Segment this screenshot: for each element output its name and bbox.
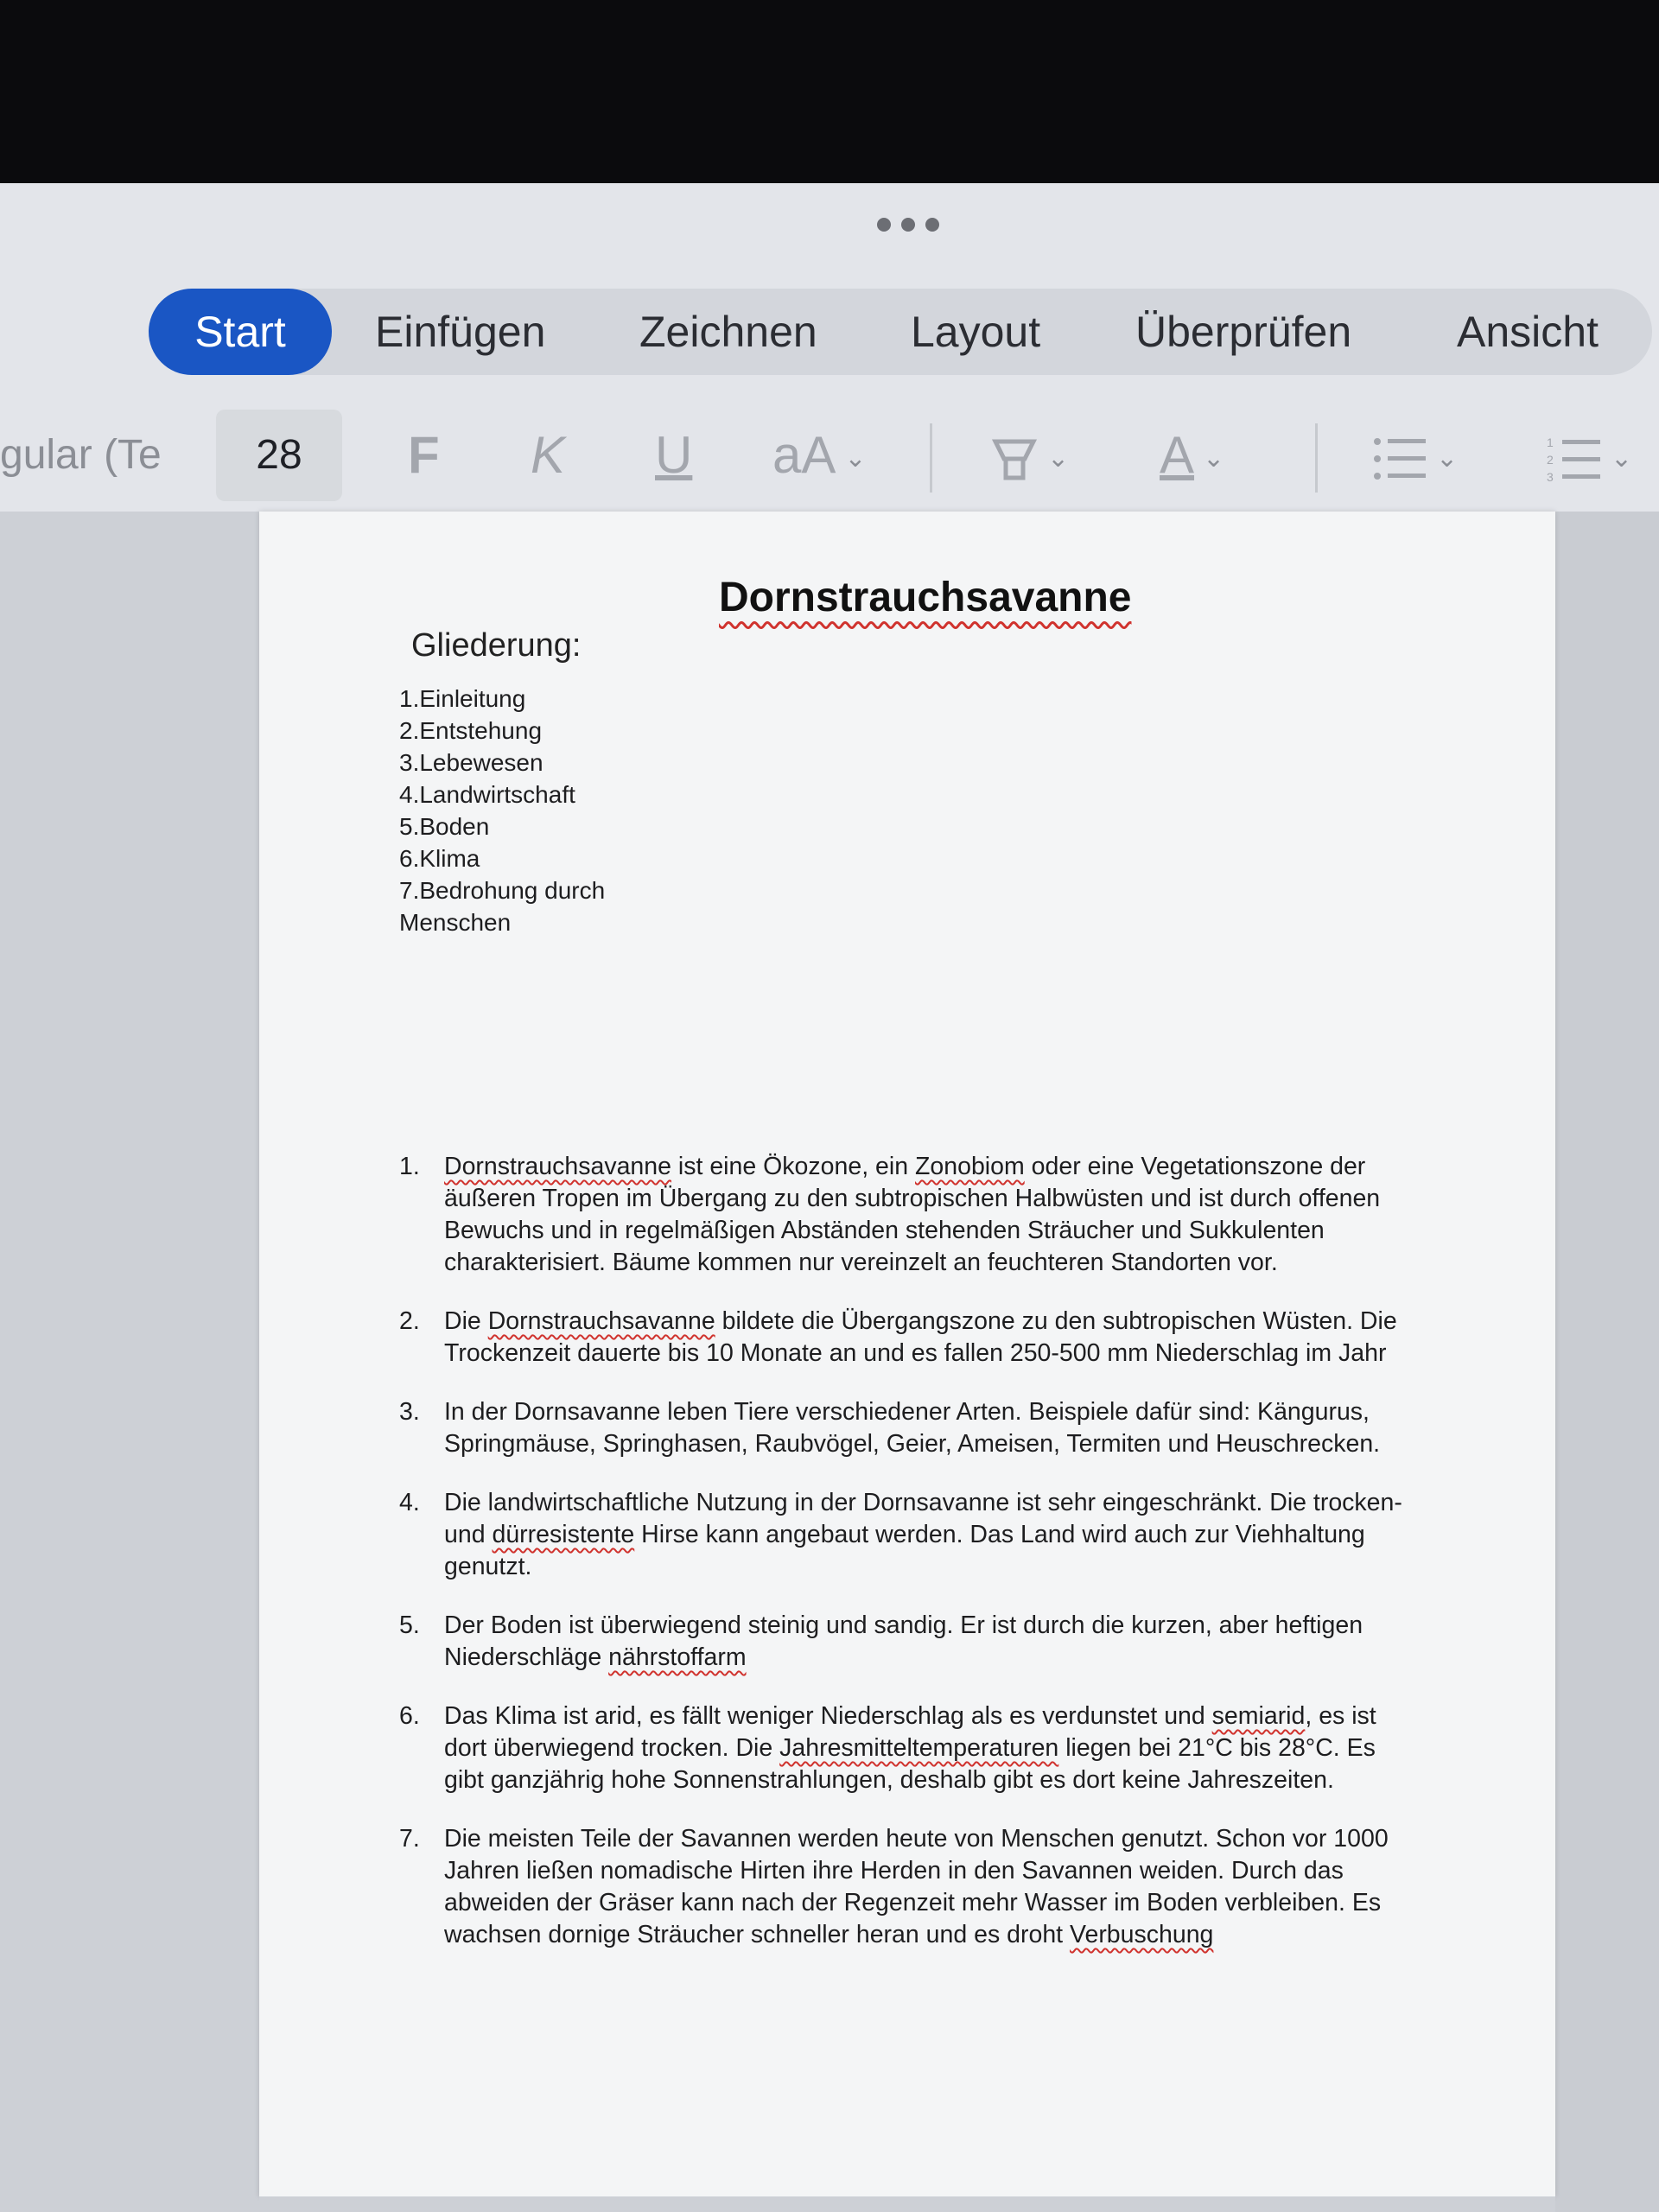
- misspelled-word: Jahresmitteltemperaturen: [779, 1734, 1059, 1762]
- chevron-down-icon: ⌄: [1436, 444, 1459, 474]
- highlight-button[interactable]: [990, 410, 1069, 501]
- misspelled-word: Zonobiom: [915, 1153, 1025, 1180]
- outline-item: 5.Boden: [399, 813, 490, 840]
- misspelled-word: Dornstrauchsavanne: [487, 1307, 715, 1335]
- text-size-label: aA: [772, 426, 836, 484]
- underline-button[interactable]: U: [655, 426, 693, 484]
- list-item: [399, 1396, 1419, 1460]
- font-size-field[interactable]: 28: [216, 410, 342, 501]
- list-text: [444, 1306, 1419, 1370]
- misspelled-word: nährstoffarm: [608, 1643, 747, 1671]
- chevron-down-icon: ⌄: [1203, 444, 1225, 474]
- misspelled-word: semiarid: [1211, 1702, 1306, 1730]
- text-run: In der Dornsavanne leben Tiere verschiedener Arten. Beispiele dafür sind: Kängurus, Springmäuse, Springhasen, Raubvögel, Geier, Ameisen, Termiten und Heuschrecken.: [444, 1398, 1381, 1458]
- list-item: [399, 1306, 1419, 1370]
- canvas-margin-left: [0, 512, 259, 2212]
- bullet-list-icon: [1372, 435, 1427, 483]
- italic-button[interactable]: K: [531, 426, 566, 484]
- font-name-field[interactable]: gular (Te: [0, 432, 162, 478]
- list-number: 4.: [399, 1489, 420, 1516]
- outline-item: Menschen: [399, 909, 512, 936]
- text-run: Die: [444, 1307, 488, 1335]
- list-number: 5.: [399, 1611, 420, 1639]
- document-title: Dornstrauchsavanne: [719, 575, 1132, 620]
- svg-text:3: 3: [1547, 470, 1554, 484]
- tab-ansicht[interactable]: Ansicht: [1457, 308, 1599, 356]
- misspelled-word: Dornstrauchsavanne: [444, 1153, 671, 1180]
- font-color-label: A: [1160, 426, 1195, 484]
- svg-text:2: 2: [1547, 453, 1554, 467]
- app-window: [0, 183, 1659, 2212]
- list-number: 2.: [399, 1307, 420, 1335]
- text-size-button[interactable]: [772, 410, 867, 501]
- outline-item: 1.Einleitung: [399, 685, 526, 712]
- list-number: 6.: [399, 1702, 420, 1730]
- outline-item: 6.Klima: [399, 845, 480, 872]
- text-run: Das Klima ist arid, es fällt weniger Niederschlag als es verdunstet und: [444, 1702, 1212, 1730]
- tab-start[interactable]: Start: [149, 289, 332, 375]
- outline-item: 7.Bedrohung durch: [399, 877, 606, 904]
- list-text: [444, 1823, 1419, 1951]
- svg-text:1: 1: [1547, 435, 1554, 450]
- text-run: Die landwirtschaftliche Nutzung in der Dornsavanne ist sehr eingeschränkt. Die trocken- und: [444, 1489, 1402, 1548]
- text-run: Die meisten Teile der Savannen werden heute von Menschen genutzt. Schon vor 1000 Jahren ließen nomadische Hirten ihre Herden in den Savannen weiden. Durch das abweiden der Gräser kann nach der Regenzeit mehr Wasser im Boden verbleiben. Es wachsen dornige Sträucher schneller heran und es droht: [444, 1825, 1389, 1948]
- tab-ueberpruefen[interactable]: Überprüfen: [1135, 308, 1352, 356]
- list-item: [399, 1823, 1419, 1951]
- list-text: [444, 1487, 1419, 1583]
- chevron-down-icon: ⌄: [1611, 444, 1633, 474]
- numbered-sections: [399, 1151, 1419, 1978]
- outline-item: 4.Landwirtschaft: [399, 781, 575, 808]
- tab-zeichnen[interactable]: Zeichnen: [639, 308, 817, 356]
- list-text: [444, 1151, 1419, 1279]
- list-item: [399, 1700, 1419, 1796]
- text-run: ist eine Ökozone, ein: [671, 1153, 915, 1180]
- list-item: [399, 1487, 1419, 1583]
- more-options-icon[interactable]: [877, 218, 939, 232]
- tab-layout[interactable]: Layout: [911, 308, 1041, 356]
- list-text: [444, 1396, 1419, 1460]
- misspelled-word: Verbuschung: [1070, 1921, 1214, 1948]
- canvas-margin-right: [1555, 512, 1659, 2212]
- numbered-list-icon: [1547, 435, 1602, 483]
- text-run: oder eine Vegetationszone der äußeren Tropen im Übergang zu den subtropischen Halbwüsten und ist durch offenen Bewuchs und in regelmäßigen Abständen stehenden Sträucher und Sukkulenten charakterisiert. Bäume kommen nur vereinzelt an feuchteren Standorten vor.: [444, 1153, 1381, 1276]
- list-item: [399, 1610, 1419, 1674]
- toolbar-divider: [930, 423, 932, 493]
- list-item: [399, 1151, 1419, 1279]
- page-gap: [259, 2196, 1555, 2212]
- list-text: [444, 1610, 1419, 1674]
- outline-list: [399, 683, 676, 938]
- list-text: [444, 1700, 1419, 1796]
- list-number: 7.: [399, 1825, 420, 1853]
- outline-heading: Gliederung:: [411, 627, 582, 664]
- list-number: 1.: [399, 1153, 420, 1180]
- bullet-list-button[interactable]: [1372, 410, 1458, 501]
- chevron-down-icon: ⌄: [844, 444, 867, 474]
- outline-item: 2.Entstehung: [399, 717, 543, 744]
- text-run: , es ist dort überwiegend trocken. Die: [444, 1702, 1376, 1762]
- tab-einfuegen[interactable]: Einfügen: [375, 308, 546, 356]
- document-page[interactable]: [259, 512, 1555, 2196]
- outline-item: 3.Lebewesen: [399, 749, 543, 776]
- text-run: Der Boden ist überwiegend steinig und sandig. Er ist durch die kurzen, aber heftigen Niederschläge: [444, 1611, 1363, 1671]
- misspelled-word: dürresistente: [492, 1521, 635, 1548]
- text-run: Hirse kann angebaut werden. Das Land wird auch zur Viehhaltung genutzt.: [444, 1521, 1365, 1580]
- chevron-down-icon: ⌄: [1047, 444, 1070, 474]
- font-color-button[interactable]: [1160, 410, 1224, 501]
- bold-button[interactable]: F: [408, 426, 440, 484]
- toolbar-divider: [1315, 423, 1318, 493]
- list-number: 3.: [399, 1398, 420, 1426]
- ribbon-tab-bar: [149, 289, 1652, 375]
- highlighter-icon: [990, 433, 1039, 485]
- text-run: liegen bei 21°C bis 28°C. Es gibt ganzjährig hohe Sonnenstrahlungen, deshalb gibt es dort keine Jahreszeiten.: [444, 1734, 1376, 1794]
- text-run: bildete die Übergangszone zu den subtropischen Wüsten. Die Trockenzeit dauerte bis 10 Monate an und es fallen 250-500 mm Niederschlag im Jahr: [444, 1307, 1397, 1367]
- numbered-list-button[interactable]: [1547, 410, 1632, 501]
